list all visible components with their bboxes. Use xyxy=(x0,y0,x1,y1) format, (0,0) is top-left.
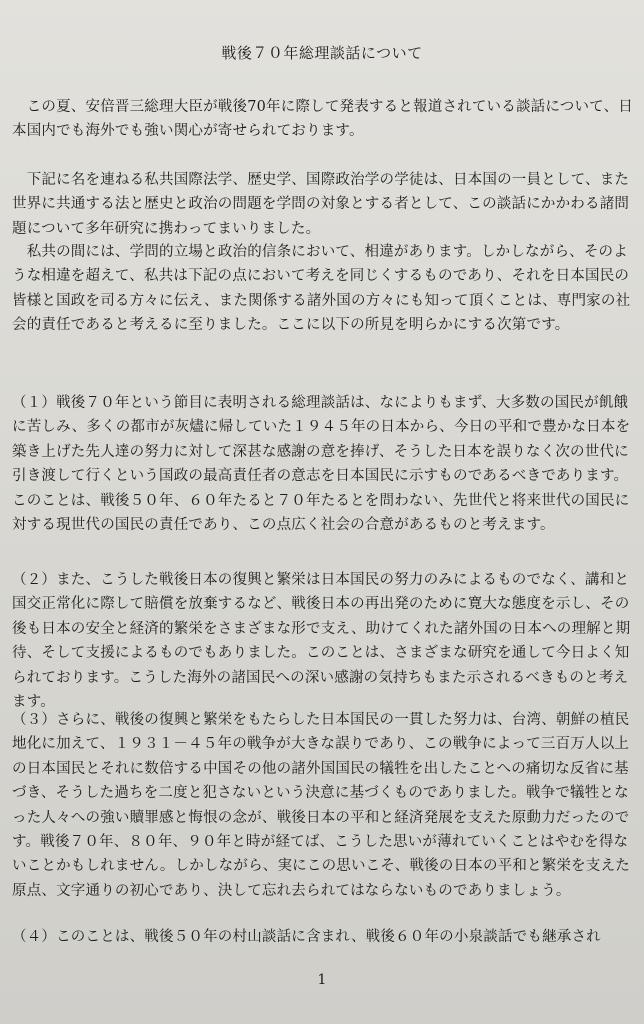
numbered-item-4: （４）このことは、戦後５０年の村山談話に含まれ、戦後６０年の小泉談話でも継承され xyxy=(12,929,601,945)
intro-paragraph-2: 下記に名を連ねる私共国際法学、歴史学、国際政治学の学徒は、日本国の一員として、また世界に共通する法と歴史と政治の問題を学問の対象とする者として、この談話にかかわる諸問題について多年研究に携わってまいりました。 xyxy=(12,172,630,237)
numbered-item-1: （１）戦後７０年という節目に表明される総理談話は、なによりもまず、大多数の国民が飢餓に苦しみ、多くの都市が灰燼に帰していた１９４５年の日本から、今日の平和で豊かな日本を築き上げた先人達の努力に対して深甚な感謝の意を捧げ、そうした日本を誤りなく次の世代に引き渡して行くという国政の最高責任者の意志を日本国民に示すものであるべきであります。このことは、戦後５０年、６０年たると７０年たるとを問わない、先世代と将来世代の国民に対する現世代の国民の責任であり、この点広く社会の合意があるものと考えます。 xyxy=(12,395,631,534)
numbered-item-3: （３）さらに、戦後の復興と繁栄をもたらした日本国民の一貫した努力は、台湾、朝鮮の植民地化に加えて、１９３１－４５年の戦争が大きな誤りであり、この戦争によって三百万人以上の日本国民とそれに数倍する中国その他の諸外国国民の犠牲を出したことへの痛切な反省に基づき、そうした過ちを二度と犯さないという決意に基づくものでありました。戦争で犠牲となった人々への強い贖罪感と悔恨の念が、戦後日本の平和と経済発展を支えた原動力だったのです。戦後７０年、８０年、９０年と時が経てば、こうした思いが薄れていくことはやむを得ないことかもしれません。しかしながら、実にこの思いこそ、戦後の日本の平和と繁栄を支えた原点、文字通りの初心であり、決して忘れ去られてはならないものでありましょう。 xyxy=(12,712,630,899)
intro-paragraph-3: 私共の間には、学問的立場と政治的信条において、相違があります。しかしながら、そのような相違を超えて、私共は下記の点において考えを同じくするものであり、それを日本国民の皆様と国政を司る方々に伝え、また関係する諸外国の方々にも知って頂くことは、専門家の社会的責任であると考えるに至りました。ここに以下の所見を明らかにする次第です。 xyxy=(12,244,631,334)
document-title: 戦後７０年総理談話について xyxy=(221,44,423,62)
intro-paragraph-1: この夏、安倍晋三総理大臣が戦後70年に際して発表すると報道されている談話について、日本国内でも海外でも強い関心が寄せられております。 xyxy=(12,99,633,140)
page-number: 1 xyxy=(317,972,327,988)
numbered-item-2: （２）また、こうした戦後日本の復興と繁栄は日本国民の努力のみによるものでなく、講和と国交正常化に際して賠償を放棄するなど、戦後日本の再出発のために寛大な態度を示し、その後も日本の安全と経済的繁栄をさまざまな形で支え、助けてくれた諸外国の日本への理解と期待、そして支援によるものでもありました。このことは、さまざまな研究を通して今日よく知られております。こうした海外の諸国民への深い感謝の気持ちもまた示されるべきものと考えます。 xyxy=(12,572,631,711)
